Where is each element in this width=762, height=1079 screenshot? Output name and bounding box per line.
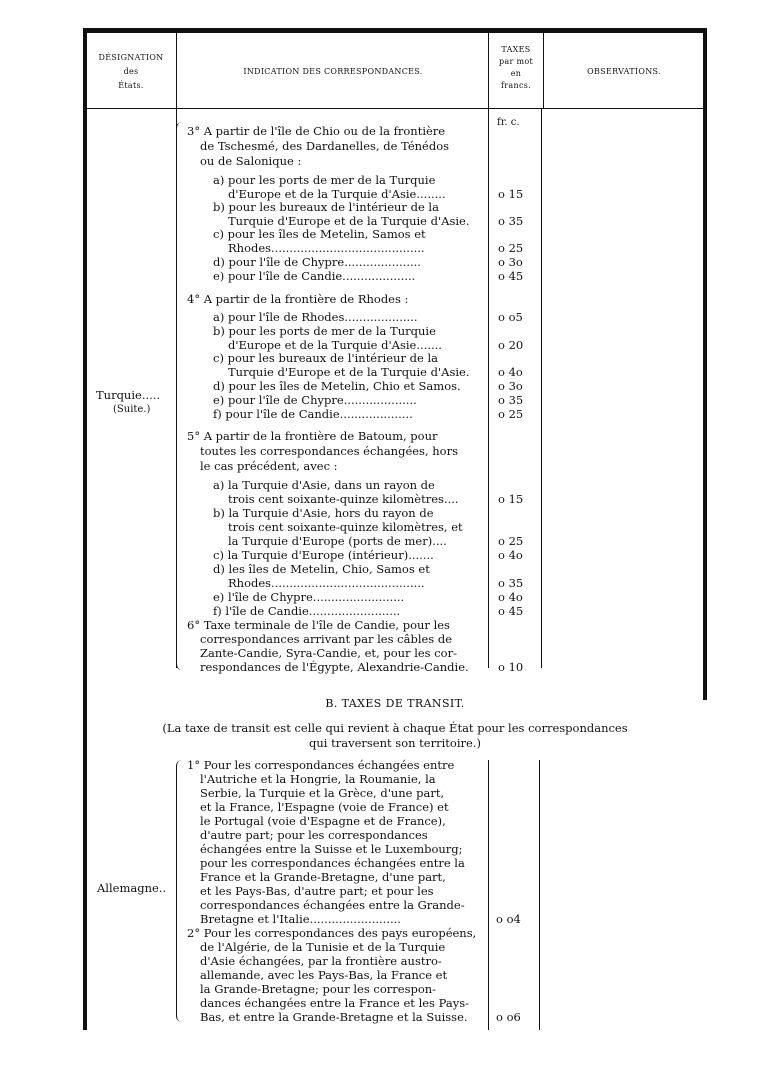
sec3-title-line: 3° A partir de l'île de Chio ou de la frontière (187, 124, 446, 138)
header-bottom-rule (87, 108, 703, 109)
sec4-item-e-line1: e) pour l'île de Chypre.................... (213, 393, 417, 407)
frame-right-border (703, 28, 707, 700)
sec4-item-b-line2: d'Europe et de la Turquie d'Asie....... (228, 338, 442, 352)
sec4-item-e-amount: o 35 (498, 393, 524, 407)
sec5-item-b-amount: o 25 (498, 534, 524, 548)
sec4-item-d-line1: d) pour les îles de Metelin, Chio et Samos. (213, 379, 461, 393)
sec6-line: respondances de l'Égypte, Alexandrie-Candie. (200, 660, 469, 674)
sec4-item-b-amount: o 20 (498, 338, 524, 352)
brace-allemagne (176, 760, 182, 1022)
col-divider-2 (488, 33, 489, 108)
t1-line: le Portugal (voie d'Espagne et de France), (200, 814, 446, 828)
sec4-item-d-amount: o 3o (498, 379, 523, 393)
sec3-item-a-line1: a) pour les ports de mer de la Turquie (213, 173, 436, 187)
t2-line: Bas, et entre la Grande-Bretagne et la Suisse. (200, 1010, 468, 1024)
t2-line: allemande, avec les Pays-Bas, la France et (200, 968, 448, 982)
sec3-item-a-line2: d'Europe et de la Turquie d'Asie........ (228, 187, 446, 201)
sec4-item-f-amount: o 25 (498, 407, 524, 421)
sec5-item-a-line1: a) la Turquie d'Asie, dans un rayon de (213, 478, 435, 492)
sec3-item-d-amount: o 3o (498, 255, 523, 269)
sec4-item-a-amount: o o5 (498, 310, 523, 324)
sec3-item-e-line1: e) pour l'île de Candie.................... (213, 269, 416, 283)
header-col2: INDICATION DES CORRESPONDANCES. (243, 67, 423, 76)
sec3-item-b-line2: Turquie d'Europe et de la Turquie d'Asie. (228, 214, 470, 228)
transit-heading: B. TAXES DE TRANSIT. (325, 697, 465, 710)
sec4-item-f-line1: f) pour l'île de Candie.................... (213, 407, 413, 421)
sec4-item-a-line1: a) pour l'île de Rhodes.................... (213, 310, 418, 324)
transit-note-line2: qui traversent son territoire.) (309, 736, 481, 750)
t1-line: d'autre part; pour les correspondances (200, 828, 428, 842)
col-divider-3-transit (539, 760, 540, 1030)
sec4-item-c-line1: c) pour les bureaux de l'intérieur de la (213, 351, 439, 365)
sec4-title-line: 4° A partir de la frontière de Rhodes : (187, 292, 409, 306)
header-col1-line1: DÉSIGNATION (98, 53, 164, 62)
state-name-allemagne: Allemagne.. (97, 881, 167, 895)
header-col1-line2: des (123, 67, 139, 76)
sec4-item-c-line2: Turquie d'Europe et de la Turquie d'Asie. (228, 365, 470, 379)
sec6-line: 6° Taxe terminale de l'île de Candie, pour les (187, 618, 450, 632)
t1-line: France et la Grande-Bretagne, d'une part, (200, 870, 446, 884)
col-divider-2-body (488, 108, 489, 668)
t2-amount: o o6 (496, 1010, 521, 1024)
sec5-item-e-amount: o 4o (498, 590, 523, 604)
header-col3-line4: francs. (501, 81, 531, 90)
sec3-title-line: de Tschesmé, des Dardanelles, de Ténédos (200, 139, 450, 153)
header-col4: OBSERVATIONS. (587, 67, 661, 76)
header-col3-line3: en (510, 69, 522, 78)
sec3-item-e-amount: o 45 (498, 269, 524, 283)
state-sub-suite: (Suite.) (113, 404, 151, 415)
sec5-item-d-amount: o 35 (498, 576, 524, 590)
t1-line: correspondances échangées entre la Grande- (200, 898, 465, 912)
header-col1-line3: États. (118, 81, 144, 90)
t1-line: pour les correspondances échangées entre la (200, 856, 465, 870)
t1-line: Bretagne et l'Italie......................... (200, 912, 401, 926)
sec3-item-b-amount: o 35 (498, 214, 524, 228)
sec4-item-b-line1: b) pour les ports de mer de la Turquie (213, 324, 436, 338)
t2-line: la Grande-Bretagne; pour les correspon- (200, 982, 437, 996)
sec5-title-line: le cas précédent, avec : (200, 459, 338, 473)
t2-line: de l'Algérie, de la Tunisie et de la Turquie (200, 940, 446, 954)
state-name-turquie: Turquie..... (96, 388, 161, 402)
sec4-item-c-amount: o 4o (498, 365, 523, 379)
sec3-item-d-line1: d) pour l'île de Chypre..................... (213, 255, 421, 269)
col-divider-1 (176, 33, 177, 108)
frame-left-border (83, 28, 87, 1030)
transit-note-line1: (La taxe de transit est celle qui revient à chaque État pour les correspondances (162, 721, 628, 735)
sec5-item-c-amount: o 4o (498, 548, 523, 562)
brace-turquie (176, 122, 182, 670)
t1-line: et la France, l'Espagne (voie de France) et (200, 800, 449, 814)
sec6-line: correspondances arrivant par les câbles de (200, 632, 453, 646)
t1-line: et les Pays-Bas, d'autre part; et pour les (200, 884, 434, 898)
sec5-item-d-line1: d) les îles de Metelin, Chio, Samos et (213, 562, 430, 576)
sec3-item-c-amount: o 25 (498, 241, 524, 255)
sec5-item-f-line1: f) l'île de Candie......................... (213, 604, 401, 618)
t1-line: 1° Pour les correspondances échangées entre (187, 758, 455, 772)
sec5-item-c-line1: c) la Turquie d'Europe (intérieur)....... (213, 548, 434, 562)
col-divider-3 (543, 33, 544, 108)
sec5-title-line: 5° A partir de la frontière de Batoum, pour (187, 429, 438, 443)
unit-label: fr. c. (497, 117, 520, 128)
sec3-title-line: ou de Salonique : (200, 154, 302, 168)
t2-line: d'Asie échangées, par la frontière austro- (200, 954, 442, 968)
sec6-line: Zante-Candie, Syra-Candie, et, pour les cor- (200, 646, 457, 660)
sec6-amount: o 10 (498, 660, 524, 674)
sec5-title-line: toutes les correspondances échangées, hors (200, 444, 458, 458)
sec3-item-a-amount: o 15 (498, 187, 524, 201)
sec5-item-e-line1: e) l'île de Chypre......................... (213, 590, 405, 604)
sec5-item-a-line2: trois cent soixante-quinze kilomètres.... (228, 492, 459, 506)
sec5-item-d-line2: Rhodes.......................................... (228, 576, 425, 590)
col-divider-2-transit (488, 760, 489, 1030)
sec5-item-f-amount: o 45 (498, 604, 524, 618)
sec5-item-b-line2: trois cent soixante-quinze kilomètres, et (228, 520, 463, 534)
t2-line: 2° Pour les correspondances des pays européens, (187, 926, 477, 940)
header-col3-line1: TAXES (501, 45, 531, 54)
t1-amount: o o4 (496, 912, 521, 926)
header-col3-line2: par mot (499, 57, 533, 66)
sec5-item-b-line1: b) la Turquie d'Asie, hors du rayon de (213, 506, 434, 520)
sec5-item-b-line3: la Turquie d'Europe (ports de mer).... (228, 534, 447, 548)
sec5-item-a-amount: o 15 (498, 492, 524, 506)
sec3-item-b-line1: b) pour les bureaux de l'intérieur de la (213, 200, 439, 214)
sec3-item-c-line2: Rhodes.......................................... (228, 241, 425, 255)
t1-line: Serbie, la Turquie et la Grèce, d'une part, (200, 786, 445, 800)
t1-line: l'Autriche et la Hongrie, la Roumanie, la (200, 772, 436, 786)
t1-line: échangées entre la Suisse et le Luxembourg; (200, 842, 463, 856)
col-divider-3-body (541, 108, 542, 668)
sec3-item-c-line1: c) pour les îles de Metelin, Samos et (213, 227, 426, 241)
t2-line: dances échangées entre la France et les Pays- (200, 996, 469, 1010)
